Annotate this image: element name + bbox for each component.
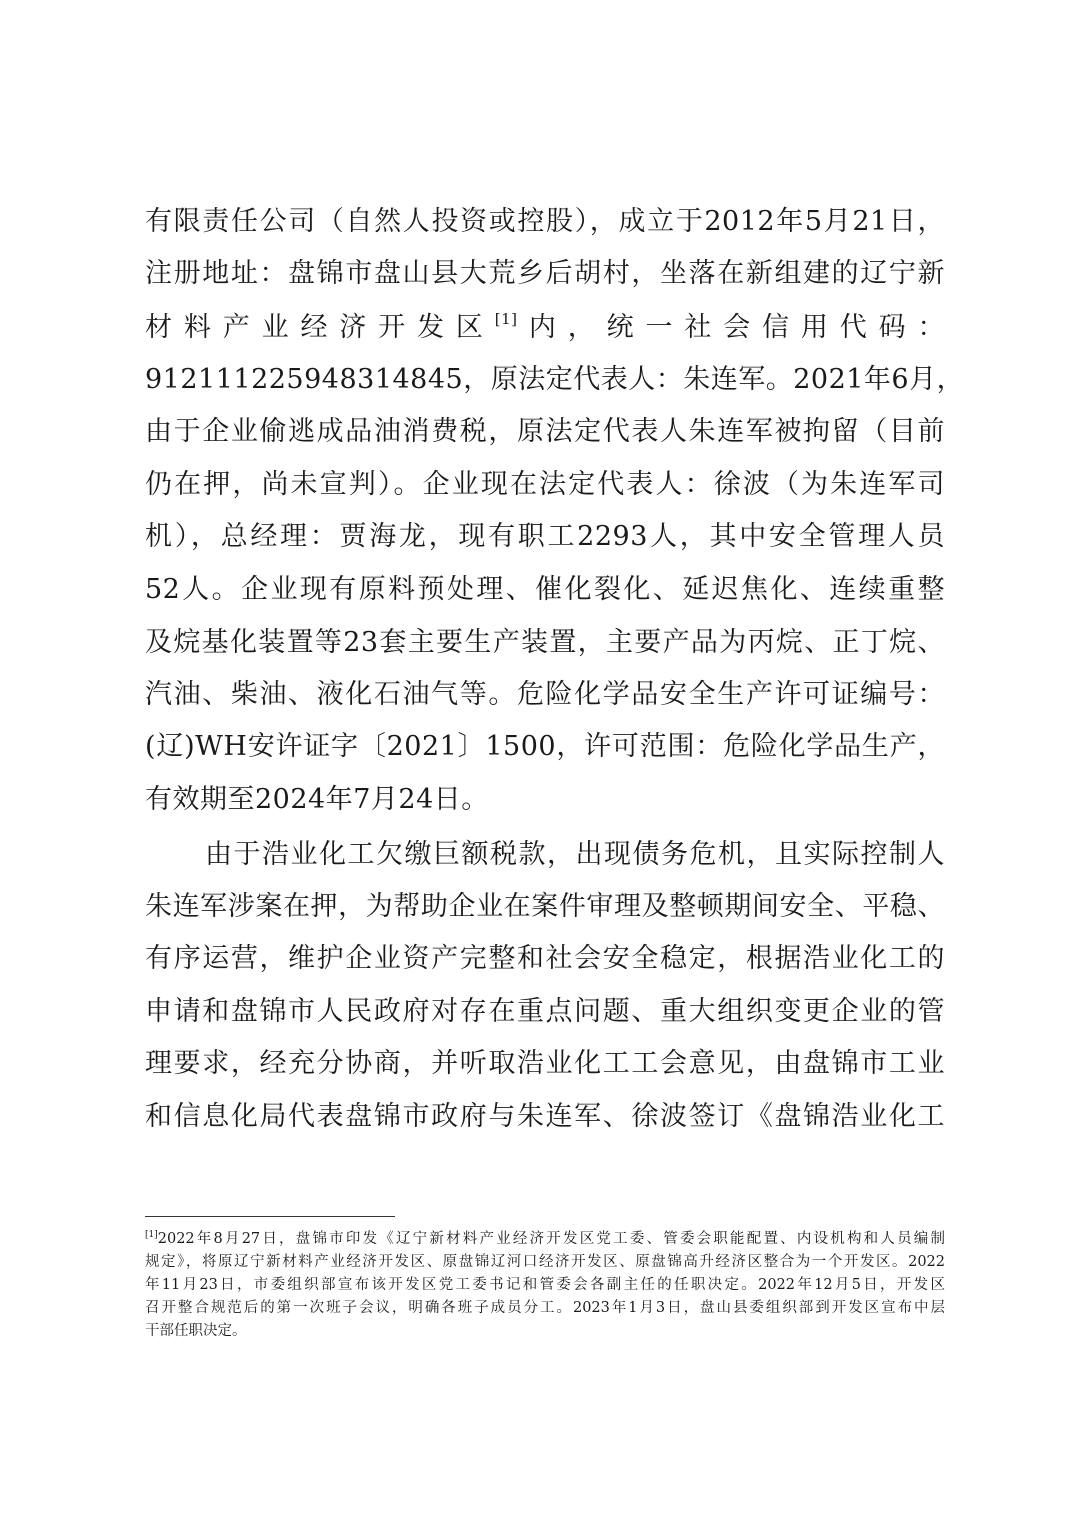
- text-line: 912111225948314845，原法定代表人：朱连军。2021年6月，: [145, 364, 965, 395]
- footnote-reference[interactable]: [1]: [494, 310, 518, 328]
- text-span: 内，统一社会信用代码：: [517, 312, 946, 343]
- text-line: 有序运营，维护企业资产完整和社会安全稳定，根据浩业化工的: [145, 943, 945, 974]
- text-line: 由于企业偷逃成品油消费税，原法定代表人朱连军被拘留（目前: [145, 416, 945, 447]
- text-line: 有限责任公司（自然人投资或控股），成立于2012年5月21日，: [145, 206, 945, 237]
- text-line: 及烷基化装置等23套主要生产装置，主要产品为丙烷、正丁烷、: [145, 627, 945, 658]
- footnote-line: 召开整合规范后的第一次班子会议，明确各班子成员分工。2023年1月3日，盘山县委组织部到开发区宣布中层: [145, 1300, 945, 1316]
- text-line: 申请和盘锦市人民政府对存在重点问题、重大组织变更企业的管: [145, 996, 945, 1027]
- text-line: 仍在押，尚未宣判）。企业现在法定代表人：徐波（为朱连军司: [145, 469, 945, 500]
- text-span: 材料产业经济开发区: [145, 312, 495, 343]
- text-line: 注册地址：盘锦市盘山县大荒乡后胡村，坐落在新组建的辽宁新: [145, 258, 945, 289]
- text-line: 机），总经理：贾海龙，现有职工2293人，其中安全管理人员: [145, 521, 945, 552]
- text-line: 朱连军涉案在押，为帮助企业在案件审理及整顿期间安全、平稳、: [145, 891, 945, 922]
- text-line: 有效期至2024年7月24日。: [145, 784, 489, 815]
- text-line: (辽)WH安许证字〔2021〕1500，许可范围：危险化学品生产，: [145, 731, 945, 762]
- text-line: 52人。企业现有原料预处理、催化裂化、延迟焦化、连续重整: [145, 574, 945, 605]
- footnote-separator: [145, 1216, 395, 1217]
- footnote-line: 年11月23日，市委组织部宣布该开发区党工委书记和管委会各副主任的任职决定。2022年12月5日，开发区: [145, 1277, 945, 1293]
- footnote-marker: [1]: [145, 1230, 158, 1240]
- text-line: [145, 302, 945, 354]
- text-line: 由于浩业化工欠缴巨额税款，出现债务危机，且实际控制人: [205, 839, 945, 870]
- footnote-line: 干部任职决定。: [145, 1323, 247, 1339]
- text-line: 汽油、柴油、液化石油气等。危险化学品安全生产许可证编号：: [145, 679, 945, 710]
- text-line: 理要求，经充分协商，并听取浩业化工工会意见，由盘锦市工业: [145, 1048, 945, 1079]
- text-line: 和信息化局代表盘锦市政府与朱连军、徐波签订《盘锦浩业化工: [145, 1101, 945, 1132]
- footnote-line: [145, 1228, 945, 1250]
- footnote-line: 规定》，将原辽宁新材料产业经济开发区、原盘锦辽河口经济开发区、原盘锦高升经济区整合为一个开发区。2022: [145, 1254, 945, 1270]
- footnote-text: 2022年8月27日，盘锦市印发《辽宁新材料产业经济开发区党工委、管委会职能配置、内设机构和人员编制: [157, 1231, 945, 1247]
